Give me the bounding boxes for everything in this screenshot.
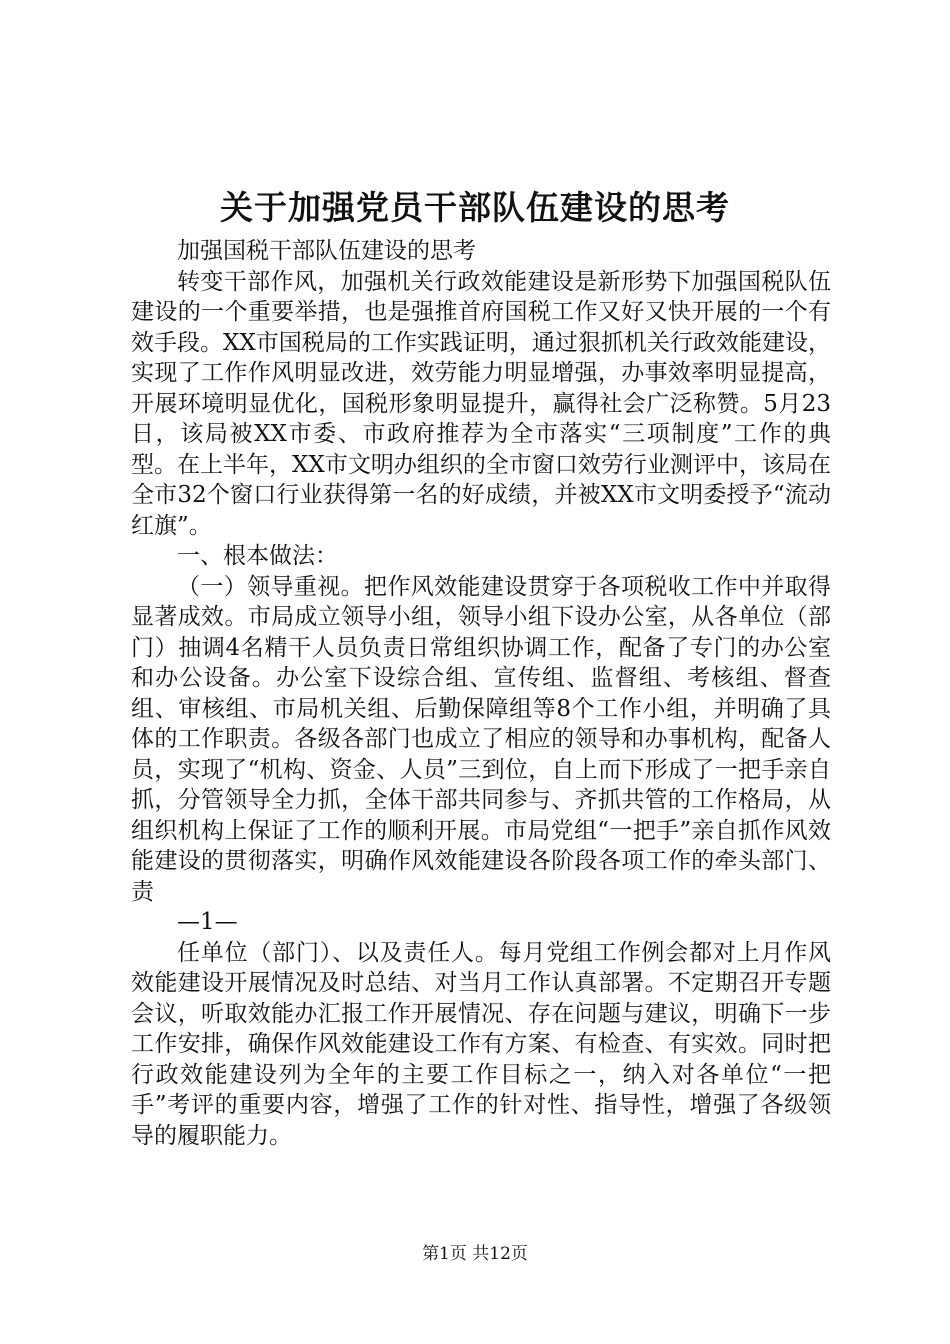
inline-page-marker: —1—: [177, 909, 238, 935]
page-footer: 第1页 共12页: [422, 1244, 528, 1264]
document-body: [131, 236, 831, 1151]
page-title: 关于加强党员干部队伍建设的思考: [220, 188, 730, 227]
paragraph-responsibility: 任单位（部门）、以及责任人。每月党组工作例会都对上月作风效能建设开展情况及时总结、对当月工作认真部署。不定期召开专题会议，听取效能办汇报工作开展情况、存在问题与建议，明确下一步工作安排，确保作风效能建设工作有方案、有检查、有实效。同时把行政效能建设列为全年的主要工作目标之一，纳入对各单位“一把手”考评的重要内容，增强了工作的针对性、指导性，增强了各级领导的履职能力。: [131, 939, 831, 1149]
paragraph-intro: 转变干部作风，加强机关行政效能建设是新形势下加强国税队伍建设的一个重要举措，也是强推首府国税工作又好又快开展的一个有效手段。XX市国税局的工作实践证明，通过狠抓机关行政效能建设，实现了工作作风明显改进，效劳能力明显增强，办事效率明显提高，开展环境明显优化，国税形象明显提升，赢得社会广泛称赞。5月23日，该局被XX市委、市政府推荐为全市落实“三项制度”工作的典型。在上半年，XX市文明办组织的全市窗口效劳行业测评中，该局在全市32个窗口行业获得第一名的好成绩，并被XX市文明委授予“流动红旗”。: [131, 268, 831, 539]
section-heading: 一、根本做法：: [177, 543, 338, 569]
subtitle: 加强国税干部队伍建设的思考: [177, 238, 476, 264]
paragraph-leadership: （一）领导重视。把作风效能建设贯穿于各项税收工作中并取得显著成效。市局成立领导小组，领导小组下设办公室，从各单位（部门）抽调4名精干人员负责日常组织协调工作，配备了专门的办公室和办公设备。办公室下设综合组、宣传组、监督组、考核组、督查组、审核组、市局机关组、后勤保障组等8个工作小组，并明确了具体的工作职责。各级各部门也成立了相应的领导和办事机构，配备人员，实现了“机构、资金、人员”三到位，自上而下形成了一把手亲自抓，分管领导全力抓，全体干部共同参与、齐抓共管的工作格局，从组织机构上保证了工作的顺利开展。市局党组“一把手”亲自抓作风效能建设的贯彻落实，明确作风效能建设各阶段各项工作的牵头部门、责: [131, 573, 831, 905]
